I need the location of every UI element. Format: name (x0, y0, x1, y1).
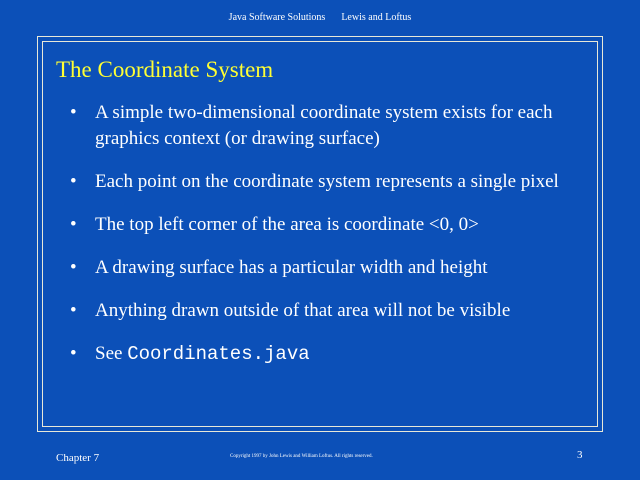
header-authors: Lewis and Loftus (341, 12, 412, 23)
bullet-glyph: • (70, 300, 77, 321)
bullet-item (70, 298, 580, 324)
bullet-item (70, 341, 580, 367)
bullet-item (70, 212, 580, 238)
bullet-item (70, 100, 580, 152)
bullet-text-prefix: See (95, 343, 128, 364)
bullet-list (70, 100, 580, 384)
footer-page-number: 3 (577, 449, 583, 461)
bullet-glyph: • (70, 102, 77, 123)
bullet-text: Anything drawn outside of that area will not be visible (95, 300, 511, 321)
code-filename: Coordinates.java (127, 343, 310, 365)
bullet-glyph: • (70, 171, 77, 192)
bullet-text: A drawing surface has a particular width and height (95, 257, 488, 278)
bullet-text: The top left corner of the area is coordinate <0, 0> (95, 214, 479, 235)
footer-copyright: Copyright 1997 by John Lewis and William Loftus. All rights reserved. (230, 454, 373, 459)
bullet-glyph: • (70, 257, 77, 278)
bullet-item (70, 255, 580, 281)
bullet-glyph: • (70, 214, 77, 235)
slide-title: The Coordinate System (56, 57, 274, 82)
bullet-text: A simple two-dimensional coordinate system exists for each graphics context (or drawing surface) (95, 102, 553, 149)
slide-header (0, 12, 640, 23)
footer-chapter: Chapter 7 (56, 452, 100, 464)
header-book-title: Java Software Solutions (228, 12, 326, 23)
bullet-text: Each point on the coordinate system represents a single pixel (95, 171, 559, 192)
bullet-item (70, 169, 580, 195)
bullet-glyph: • (70, 343, 77, 364)
